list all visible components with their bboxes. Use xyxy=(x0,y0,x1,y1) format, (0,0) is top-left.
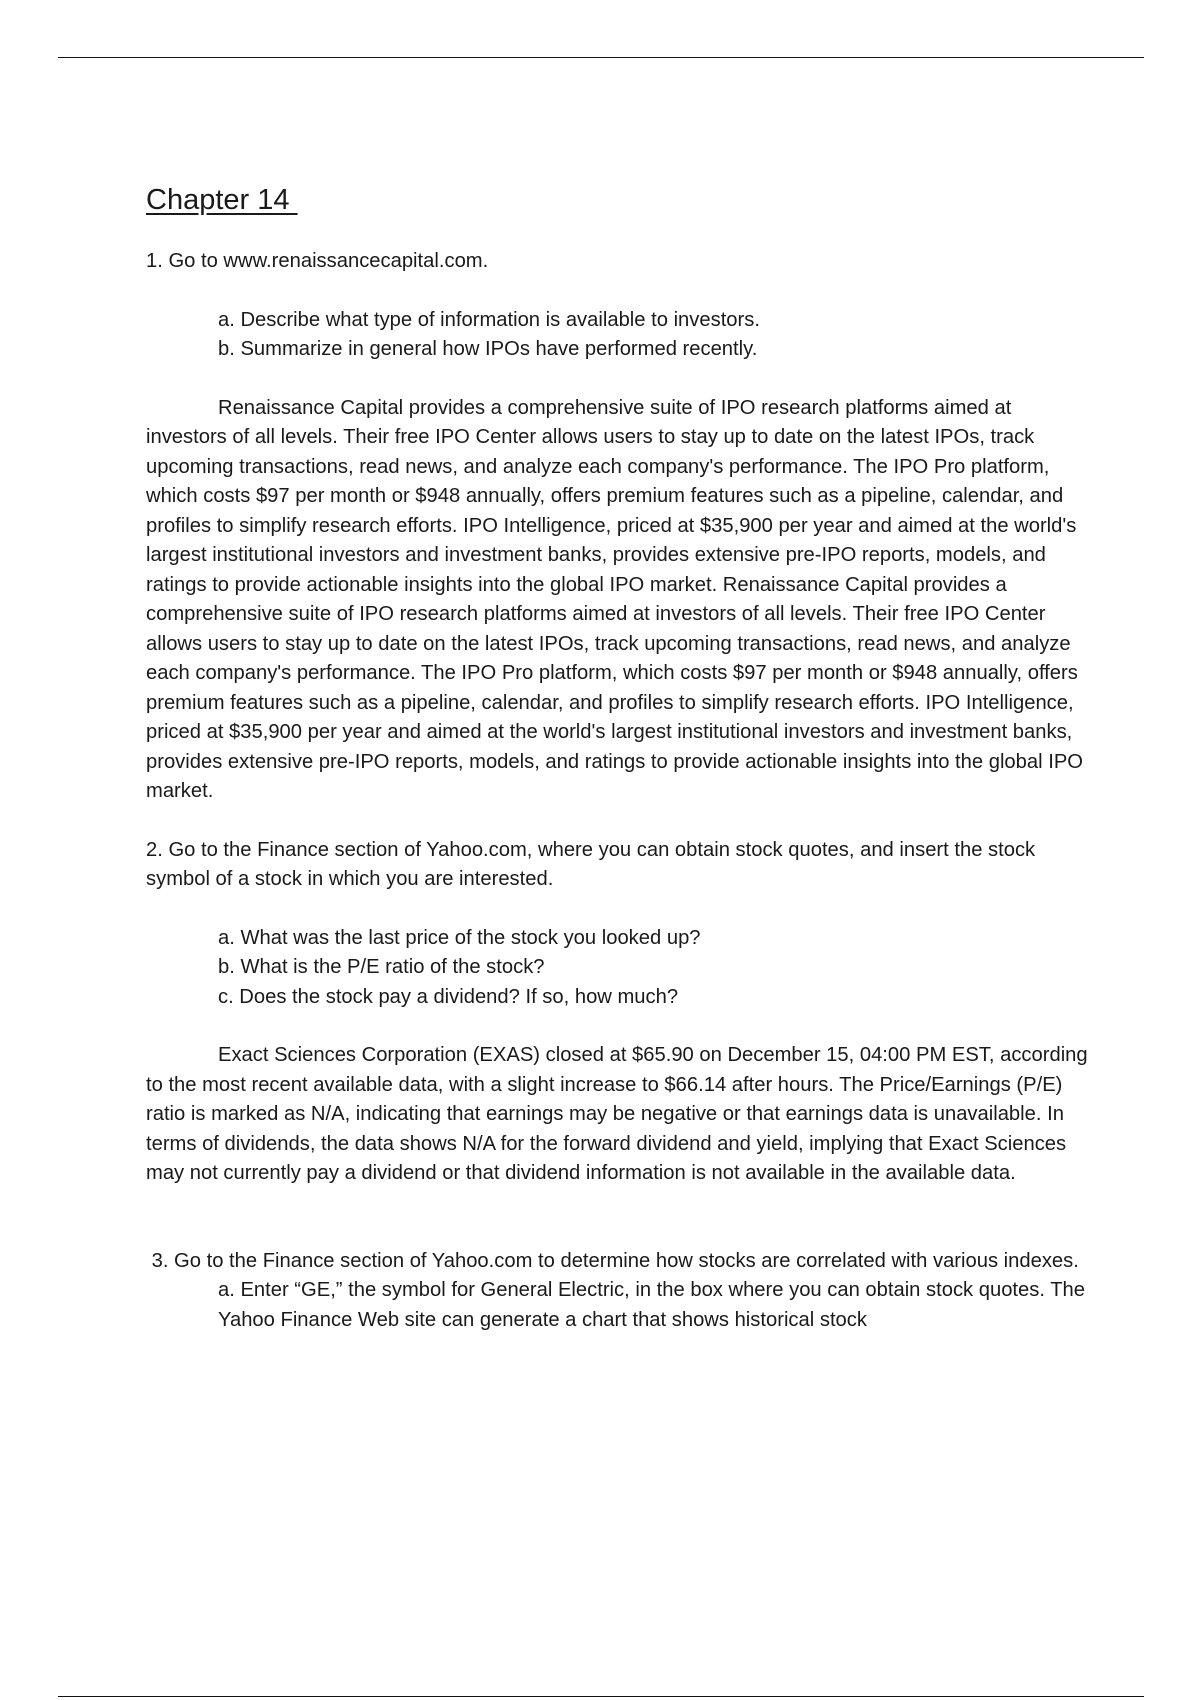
bottom-rule xyxy=(58,1696,1144,1697)
question-1-part-a: a. Describe what type of information is available to investors. xyxy=(218,308,760,331)
question-3-part-a: a. Enter “GE,” the symbol for General Electric, in the box where you can obtain stock quotes. The Yahoo Finance Web site can generate a chart that shows historical stock xyxy=(218,1279,1085,1331)
top-rule xyxy=(58,57,1144,58)
question-2-answer: Exact Sciences Corporation (EXAS) closed at $65.90 on December 15, 04:00 PM EST, according to the most recent available data, with a slight increase to $66.14 after hours. The Price/Earnings (P/E) ratio is marked as N/A, indicating that earnings may be negative or that earnings data is unavailable. In terms of dividends, the data shows N/A for the forward dividend and yield, implying that Exact Sciences may not currently pay a dividend or that dividend information is not available in the available data. xyxy=(146,1044,1088,1184)
question-2-parts xyxy=(218,924,1091,1013)
question-2-part-a: a. What was the last price of the stock you looked up? xyxy=(218,926,701,949)
question-1-prompt: 1. Go to www.renaissancecapital.com. xyxy=(146,250,489,272)
question-1-parts xyxy=(218,306,1091,365)
chapter-title: Chapter 14 xyxy=(146,184,298,216)
question-1-answer: Renaissance Capital provides a comprehensive suite of IPO research platforms aimed at investors of all levels. Their free IPO Center allows users to stay up to date on the latest IPOs, track upcoming transactions, read news, and analyze each company's performance. The IPO Pro platform, which costs $97 per month or $948 annually, offers premium features such as a pipeline, calendar, and profiles to simplify research efforts. IPO Intelligence, priced at $35,900 per year and aimed at the world's largest institutional investors and investment banks, provides extensive pre-IPO reports, models, and ratings to provide actionable insights into the global IPO market. Renaissance Capital provides a comprehensive suite of IPO research platforms aimed at investors of all levels. Their free IPO Center allows users to stay up to date on the latest IPOs, track upcoming transactions, read news, and analyze each company's performance. The IPO Pro platform, which costs $97 per month or $948 annually, offers premium features such as a pipeline, calendar, and profiles to simplify research efforts. IPO Intelligence, priced at $35,900 per year and aimed at the world's largest institutional investors and investment banks, provides extensive pre-IPO reports, models, and ratings to provide actionable insights into the global IPO market. xyxy=(146,396,1083,802)
question-3-prompt: 3. Go to the Finance section of Yahoo.com to determine how stocks are correlated with various indexes. xyxy=(146,1249,1079,1272)
question-2-part-c: c. Does the stock pay a dividend? If so, how much? xyxy=(218,985,679,1008)
question-2-part-b: b. What is the P/E ratio of the stock? xyxy=(218,956,545,978)
document-body xyxy=(146,182,1091,1335)
question-2-prompt: 2. Go to the Finance section of Yahoo.com, where you can obtain stock quotes, and insert the stock symbol of a stock in which you are interested. xyxy=(146,838,1036,890)
question-3-parts xyxy=(218,1276,1091,1335)
question-1-part-b: b. Summarize in general how IPOs have performed recently. xyxy=(218,338,758,360)
